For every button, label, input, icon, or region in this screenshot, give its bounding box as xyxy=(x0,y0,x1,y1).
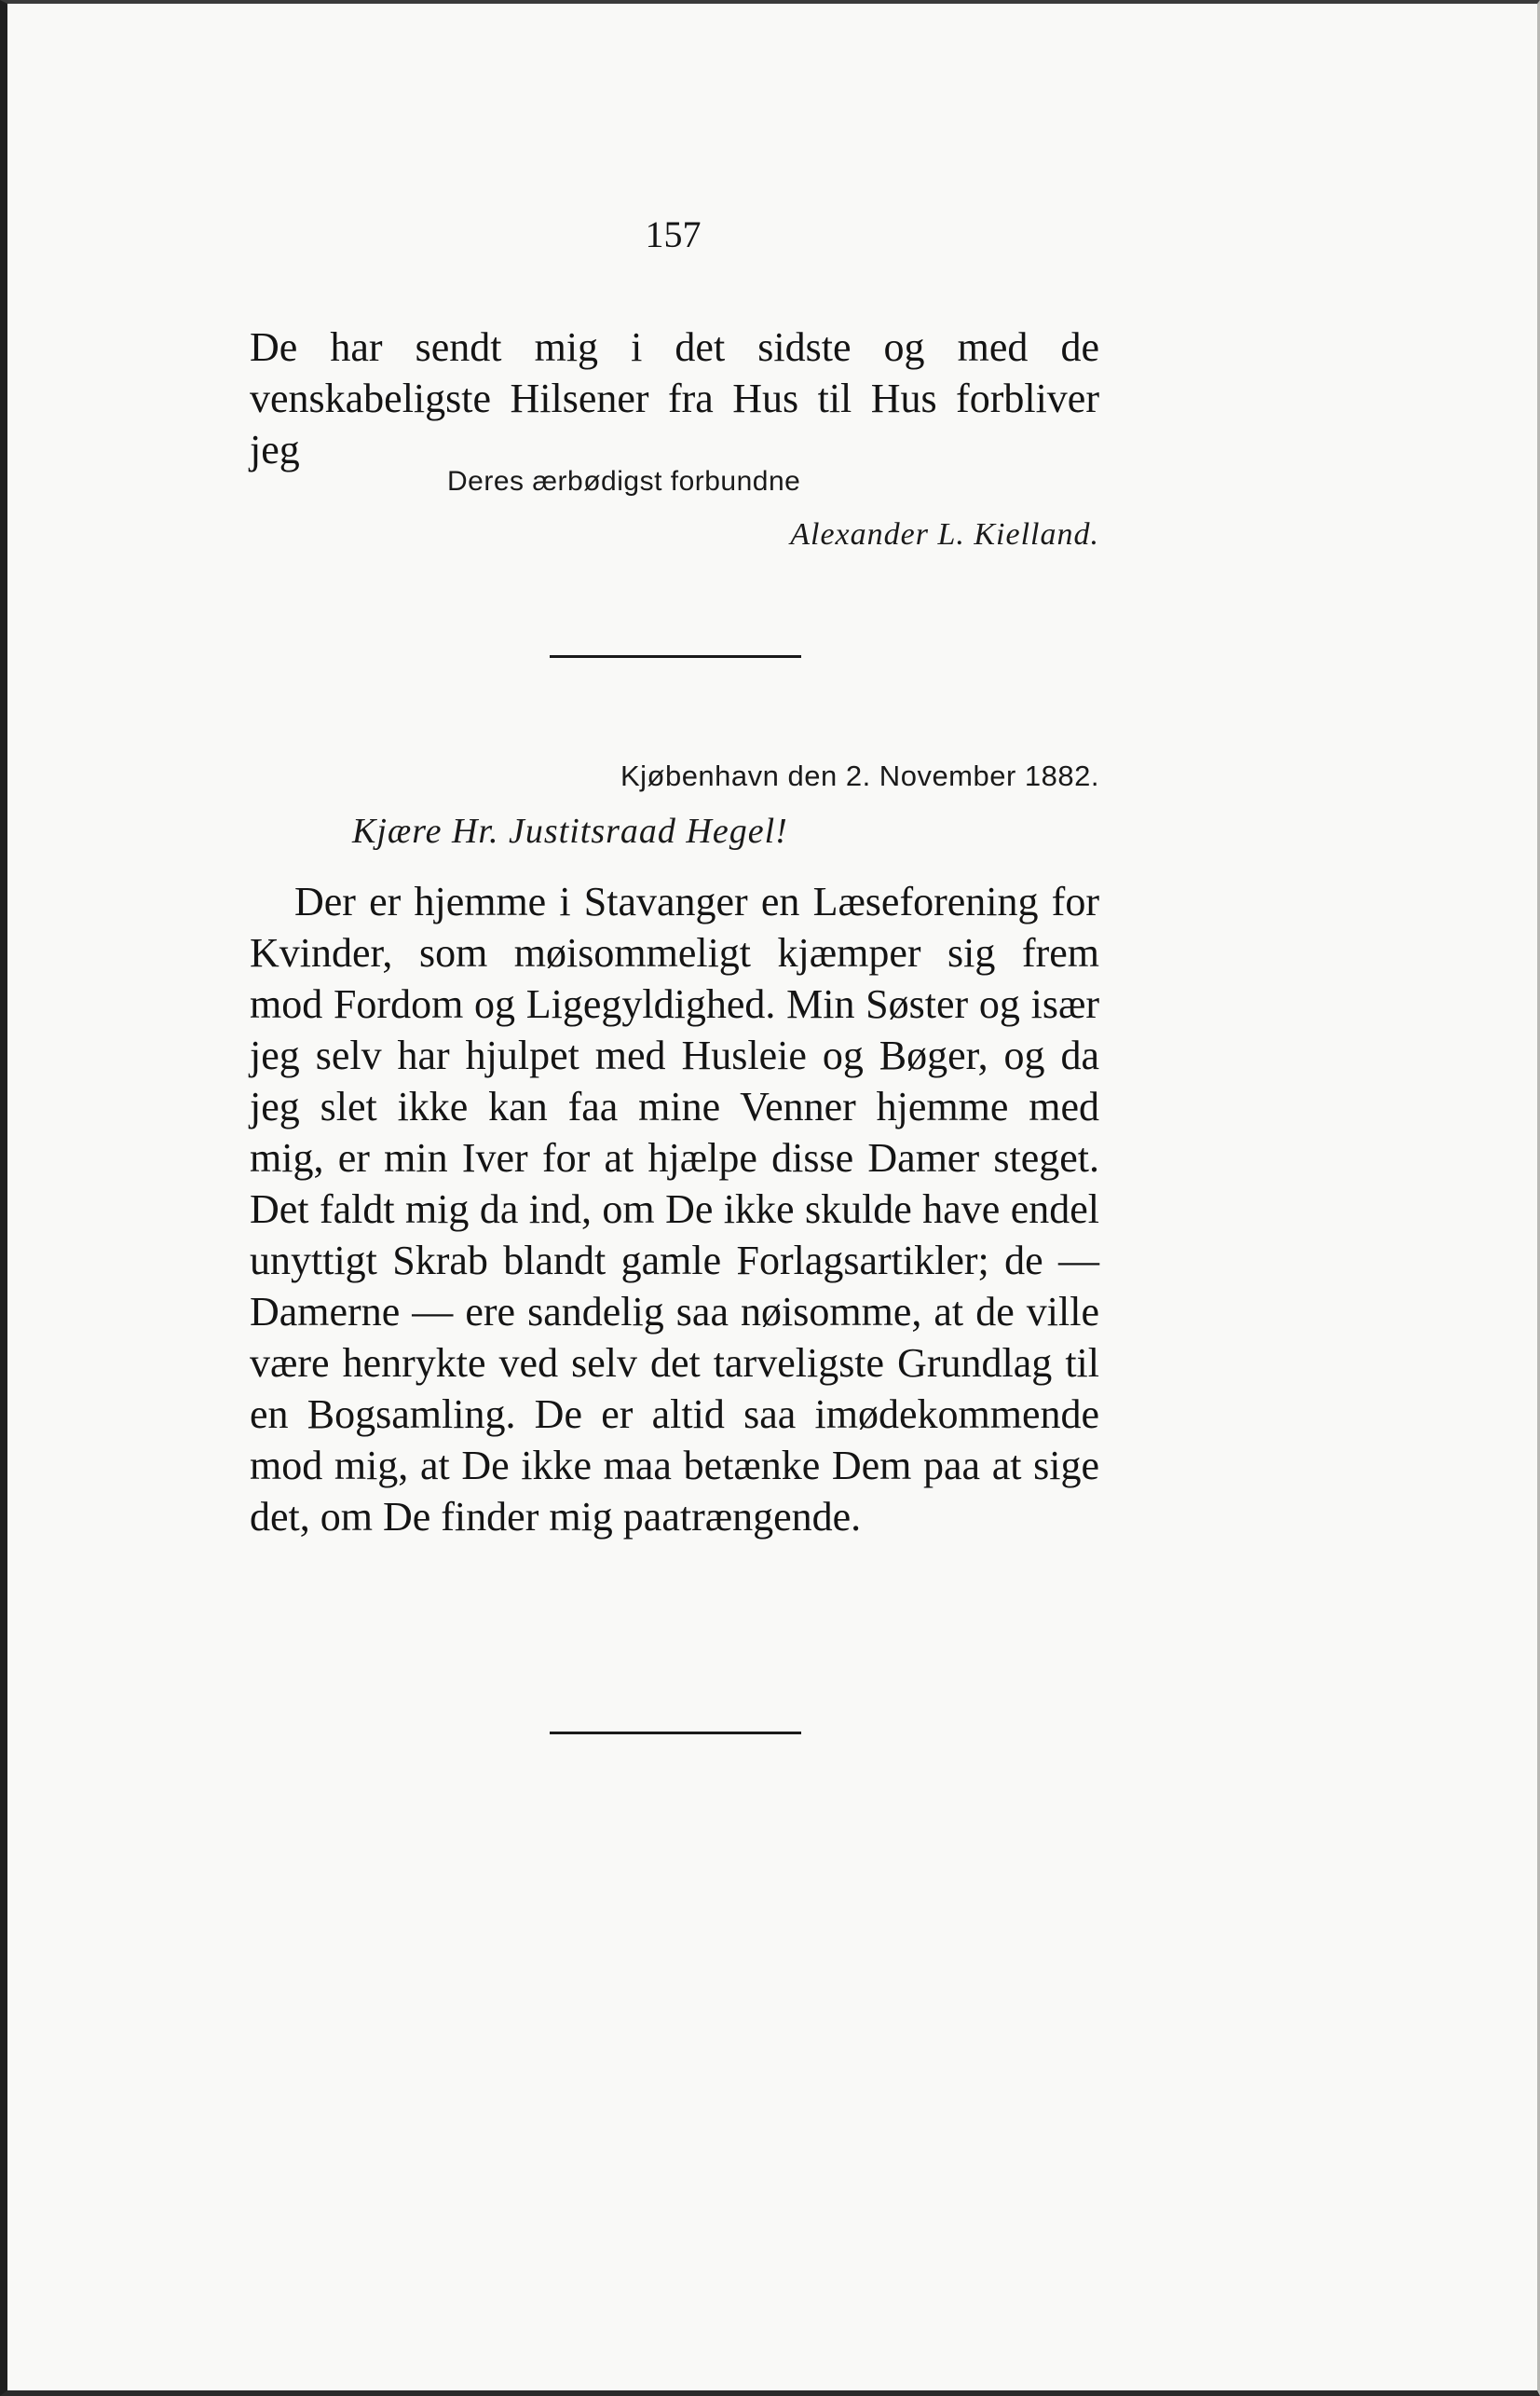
closing-text: De har sendt mig i det sidste og med de venskabeligste Hilsener fra Hus til Hus forbliver jeg xyxy=(250,324,1099,472)
salutation: Kjære Hr. Justitsraad Hegel! xyxy=(352,812,788,851)
body-paragraph: Der er hjemme i Stavanger en Læseforening for Kvinder, som møisommeligt kjæmper sig frem mod Fordom og Ligegyldighed. Min Søster og især jeg selv har hjulpet med Husleie og Bøger, og da jeg slet ikke kan faa mine Venner hjemme med mig, er min Iver for at hjælpe disse Damer steget. Det faldt mig da ind, om De ikke skulde have endel unyttigt Skrab blandt gamle Forlagsartikler; de — Damerne — ere sandelig saa nøisomme, at de ville være henrykte ved selv det tarveligste Grundlag til en Bogsamling. De er altid saa imødekommende mod mig, at De ikke maa betænke Dem paa at sige det, om De finder mig paatrængende. xyxy=(250,879,1099,1540)
dateline: Kjøbenhavn den 2. November 1882. xyxy=(620,760,1099,792)
section-divider xyxy=(550,655,801,658)
signature: Alexander L. Kielland. xyxy=(790,517,1099,552)
closing-phrase: Deres ærbødigst forbundne xyxy=(447,466,801,497)
page-number: 157 xyxy=(645,213,702,255)
previous-letter-closing xyxy=(250,322,1099,475)
letter-body xyxy=(250,876,1099,1542)
section-divider-end xyxy=(550,1732,801,1734)
